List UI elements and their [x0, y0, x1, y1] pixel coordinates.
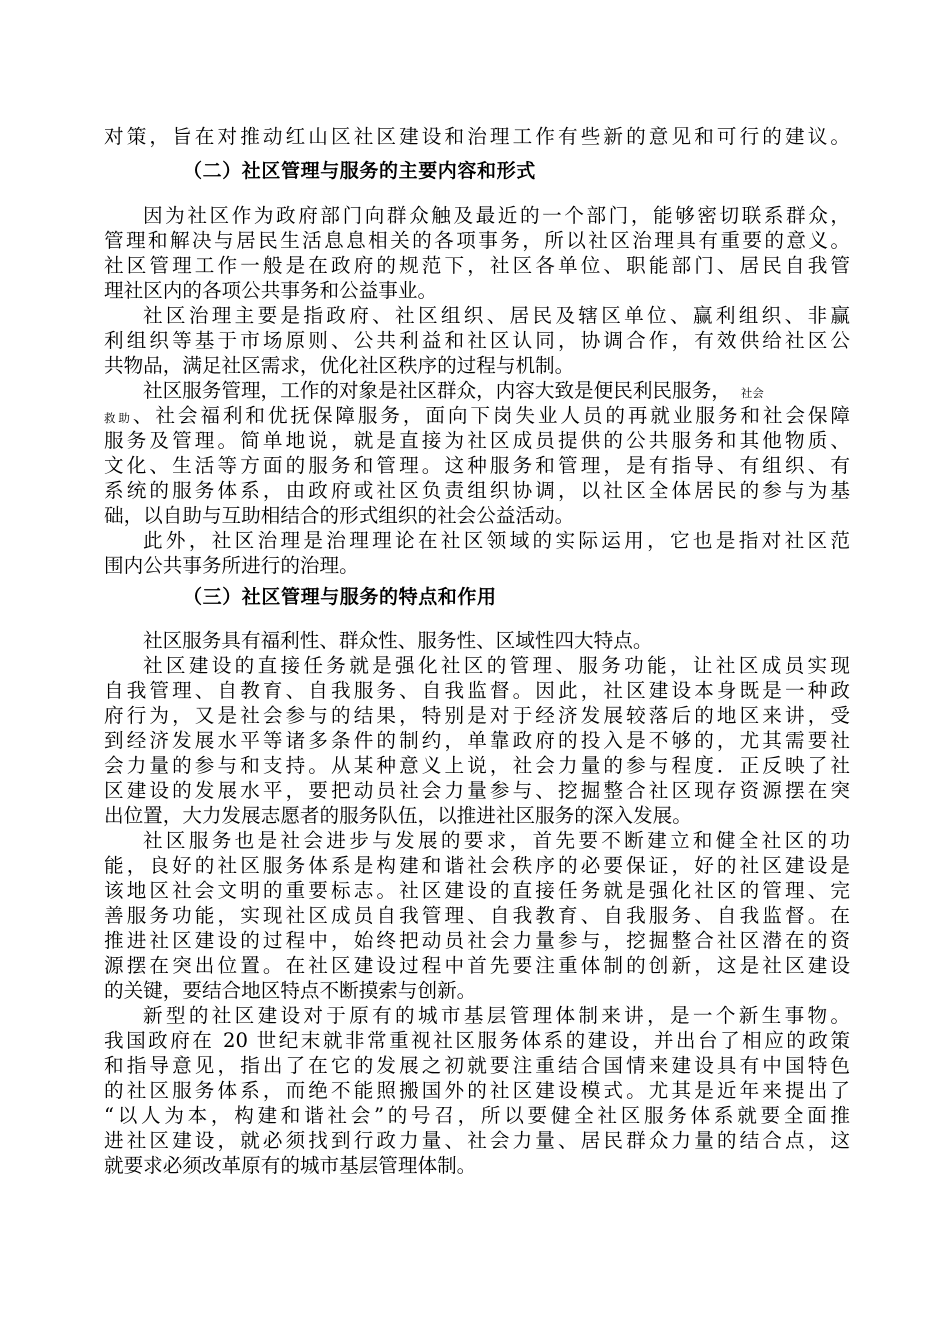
paragraph-line	[104, 403, 850, 431]
section-3-heading: （三）社区管理与服务的特点和作用	[183, 586, 497, 608]
paragraph-line: 府行为，又是社会参与的结果，特别是对于经济发展较落后的地区来讲，受	[104, 704, 850, 727]
paragraph-line: 的关键，要结合地区特点不断摸索与创新。	[104, 979, 477, 1002]
paragraph-line: 社区建设的直接任务就是强化社区的管理、服务功能，让社区成员实现	[143, 654, 850, 677]
paragraph-line: 善服务功能，实现社区成员自我管理、自我教育、自我服务、自我监督。在	[104, 904, 850, 927]
paragraph-line: 区建设的发展水平，要把动员社会力量参与、挖掘整合社区现存资源摆在突	[104, 779, 850, 802]
section-2-heading: （二）社区管理与服务的主要内容和形式	[183, 160, 536, 182]
paragraph-line: 社区管理工作一般是在政府的规范下，社区各单位、职能部门、居民自我管	[104, 254, 850, 277]
paragraph-line: 社区治理主要是指政府、社区组织、居民及辖区单位、赢利组织、非赢	[143, 304, 850, 327]
paragraph-line: 社区服务也是社会进步与发展的要求，首先要不断建立和健全社区的功	[143, 829, 850, 852]
paragraph-line: 因为社区作为政府部门向群众触及最近的一个部门，能够密切联系群众，	[143, 204, 850, 227]
paragraph-line: 到经济发展水平等诸多条件的制约，单靠政府的投入是不够的，尤其需要社	[104, 729, 850, 752]
paragraph-line: 会力量的参与和支持。从某种意义上说，社会力量的参与程度．正反映了社	[104, 754, 850, 777]
paragraph-line: 新型的社区建设对于原有的城市基层管理体制来讲，是一个新生事物。	[143, 1004, 850, 1027]
paragraph-line: 能，良好的社区服务体系是构建和谐社会秩序的必要保证，好的社区建设是	[104, 854, 850, 877]
paragraph-line: 社区服务具有福利性、群众性、服务性、区域性四大特点。	[143, 629, 653, 652]
small-inline-text: 救助	[104, 411, 133, 425]
paragraph-line: 管理和解决与居民生活息息相关的各项事务，所以社区治理具有重要的意义。	[104, 229, 850, 252]
paragraph-line: “以人为本，构建和谐社会”的号召，所以要健全社区服务体系就要全面推	[104, 1104, 850, 1127]
paragraph-line: 服务及管理。简单地说，就是直接为社区成员提供的公共服务和其他物质、	[104, 429, 850, 452]
paragraph-line: 该地区社会文明的重要标志。社区建设的直接任务就是强化社区的管理、完	[104, 879, 850, 902]
paragraph-line: 理社区内的各项公共事务和公益事业。	[104, 279, 438, 302]
paragraph-line: 此外，社区治理是治理理论在社区领域的实际运用，它也是指对社区范	[143, 529, 850, 552]
paragraph-line: 我国政府在 20 世纪末就非常重视社区服务体系的建设，并出台了相应的政策	[104, 1029, 850, 1052]
paragraph-line: 自我管理、自教育、自我服务、自我监督。因此，社区建设本身既是一种政	[104, 679, 850, 702]
paragraph-line: 文化、生活等方面的服务和管理。这种服务和管理，是有指导、有组织、有	[104, 454, 850, 477]
intro-tail-line: 对策，旨在对推动红山区社区建设和治理工作有些新的意见和可行的建议。	[104, 125, 850, 148]
paragraph-line: 的社区服务体系，而绝不能照搬国外的社区建设模式。尤其是近年来提出了	[104, 1079, 850, 1102]
paragraph-text: 社区服务管理，工作的对象是社区群众，内容大致是便民利民服务，	[143, 379, 731, 402]
paragraph-line: 础，以自助与互助相结合的形式组织的社会公益活动。	[104, 504, 575, 527]
small-inline-text: 社会	[740, 386, 764, 400]
paragraph-line: 推进社区建设的过程中，始终把动员社会力量参与，挖掘整合社区潜在的资	[104, 929, 850, 952]
paragraph-line: 共物品，满足社区需求，优化社区秩序的过程与机制。	[104, 354, 575, 377]
paragraph-line: 源摆在突出位置。在社区建设过程中首先要注重体制的创新，这是社区建设	[104, 954, 850, 977]
paragraph-line: 围内公共事务所进行的治理。	[104, 554, 359, 577]
paragraph-line: 就要求必须改革原有的城市基层管理体制。	[104, 1154, 477, 1177]
paragraph-line: 进社区建设，就必须找到行政力量、社会力量、居民群众力量的结合点，这	[104, 1129, 850, 1152]
paragraph-line: 系统的服务体系，由政府或社区负责组织协调，以社区全体居民的参与为基	[104, 479, 850, 502]
paragraph-line	[143, 378, 850, 406]
paragraph-text: 、社会福利和优抚保障服务，面向下岗失业人员的再就业服务和社会保障	[132, 404, 851, 427]
paragraph-line: 利组织等基于市场原则、公共利益和社区认同，协调合作，有效供给社区公	[104, 329, 850, 352]
paragraph-line: 出位置，大力发展志愿者的服务队伍，以推进社区服务的深入发展。	[104, 804, 692, 827]
paragraph-line: 和指导意见，指出了在它的发展之初就要注重结合国情来建设具有中国特色	[104, 1054, 850, 1077]
